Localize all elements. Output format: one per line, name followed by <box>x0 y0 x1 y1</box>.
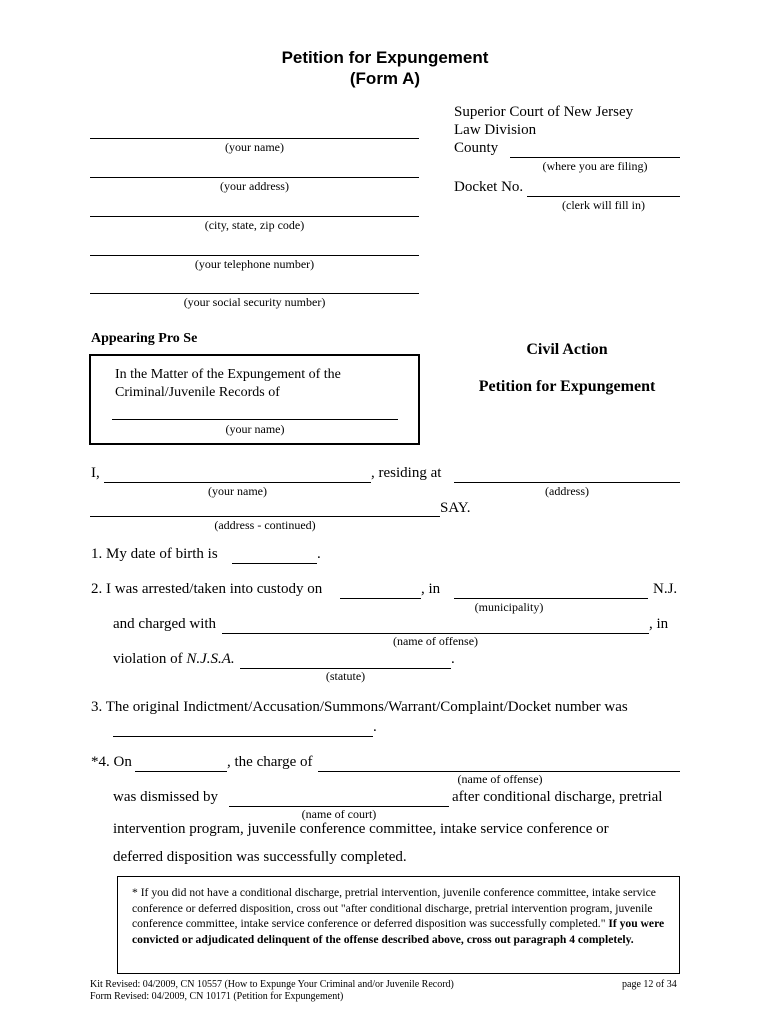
petitioner-city-hint: (city, state, zip code) <box>204 218 305 232</box>
petitioner-phone-field[interactable] <box>90 255 419 256</box>
form-subtitle: (Form A) <box>349 69 421 88</box>
after-discharge-text: after conditional discharge, pretrial <box>452 789 663 805</box>
charge-of-label: , the charge of <box>227 754 313 770</box>
form-title: Petition for Expungement <box>281 48 489 67</box>
court-name: Superior Court of New Jersey <box>454 104 634 120</box>
para-2-in: , in <box>421 581 441 597</box>
violation-label: violation of N.J.S.A. <box>113 651 235 667</box>
petitioner-ssn-hint: (your social security number) <box>183 295 326 309</box>
violation-end: . <box>451 651 455 667</box>
petitioner-ssn-field[interactable] <box>90 293 419 294</box>
petitioner-address-field[interactable] <box>90 177 419 178</box>
docket-field[interactable] <box>527 196 680 197</box>
petitioner-name-hint: (your name) <box>225 140 284 154</box>
statute-hint: (statute) <box>325 669 366 683</box>
charged-with-label: and charged with <box>113 616 217 632</box>
municipality-hint: (municipality) <box>474 600 544 614</box>
note-bold-text: If you were convicted or adjudicated delinquent of the offense described above, cross out paragraph 4 completely. <box>132 917 665 946</box>
footer-page-number: page 12 of 34 <box>622 979 677 990</box>
docket-label: Docket No. <box>454 179 524 195</box>
body-name-field[interactable] <box>104 482 371 483</box>
petitioner-city-field[interactable] <box>90 216 419 217</box>
offense-hint: (name of offense) <box>392 634 479 648</box>
para-1-label: 1. My date of birth is <box>91 546 218 562</box>
dismissed-offense-hint: (name of offense) <box>457 772 543 786</box>
petition-heading: Petition for Expungement <box>478 378 656 395</box>
footer-kit-revised: Kit Revised: 04/2009, CN 10557 (How to Expunge Your Criminal and/or Juvenile Record) <box>90 979 454 990</box>
court-name-hint: (name of court) <box>301 807 377 821</box>
para-2-label: 2. I was arrested/taken into custody on <box>91 581 323 597</box>
nj-label: N.J. <box>653 581 678 597</box>
para-3-label: 3. The original Indictment/Accusation/Summons/Warrant/Complaint/Docket number was <box>91 699 628 715</box>
body-address-hint: (address) <box>545 484 589 498</box>
civil-action-heading: Civil Action <box>526 341 608 358</box>
para-1-end: . <box>317 546 321 562</box>
dismissed-by-label: was dismissed by <box>113 789 218 805</box>
i-label: I, <box>91 465 100 481</box>
say-label: SAY. <box>440 500 471 516</box>
arrest-date-field[interactable] <box>340 598 421 599</box>
para-4-line-4: deferred disposition was successfully completed. <box>113 849 407 865</box>
docket-number-field[interactable] <box>113 736 373 737</box>
petitioner-phone-hint: (your telephone number) <box>194 257 315 271</box>
body-address-cont-hint: (address - continued) <box>214 518 316 532</box>
matter-line-2: Criminal/Juvenile Records of <box>115 385 280 400</box>
para-4-label: *4. On <box>91 754 132 770</box>
body-address-field[interactable] <box>454 482 680 483</box>
note-text: * If you did not have a conditional discharge, pretrial intervention, juvenile conference committee, intake service conference or deferred disposition, cross out "after conditional discharge, pretrial intervention program, juvenile conference committee, intake service conference or deferred disposition was successfully completed." <box>132 886 656 930</box>
dob-field[interactable] <box>232 563 317 564</box>
para-4-line-3: intervention program, juvenile conference committee, intake service conference or <box>113 821 609 837</box>
caption-name-field[interactable] <box>112 419 398 420</box>
body-address-cont-field[interactable] <box>90 516 440 517</box>
petitioner-address-hint: (your address) <box>220 179 289 193</box>
residing-label: , residing at <box>371 465 442 481</box>
matter-line-1: In the Matter of the Expungement of the <box>115 367 341 382</box>
docket-hint: (clerk will fill in) <box>562 198 645 212</box>
pro-se-label: Appearing Pro Se <box>91 331 198 346</box>
county-hint: (where you are filing) <box>542 159 648 173</box>
caption-name-hint: (your name) <box>225 422 285 436</box>
court-division: Law Division <box>454 122 537 138</box>
county-label: County <box>454 140 499 156</box>
municipality-field[interactable] <box>454 598 648 599</box>
county-field[interactable] <box>510 157 680 158</box>
body-name-hint: (your name) <box>208 484 267 498</box>
petitioner-name-field[interactable] <box>90 138 419 139</box>
para-3-end: . <box>373 719 377 735</box>
footer-form-revised: Form Revised: 04/2009, CN 10171 (Petition for Expungement) <box>90 991 344 1002</box>
caption-box <box>89 354 420 445</box>
njsa-label: N.J.S.A. <box>186 651 235 667</box>
charged-in-label: , in <box>649 616 669 632</box>
instruction-note <box>117 876 680 974</box>
dismissal-date-field[interactable] <box>135 771 227 772</box>
